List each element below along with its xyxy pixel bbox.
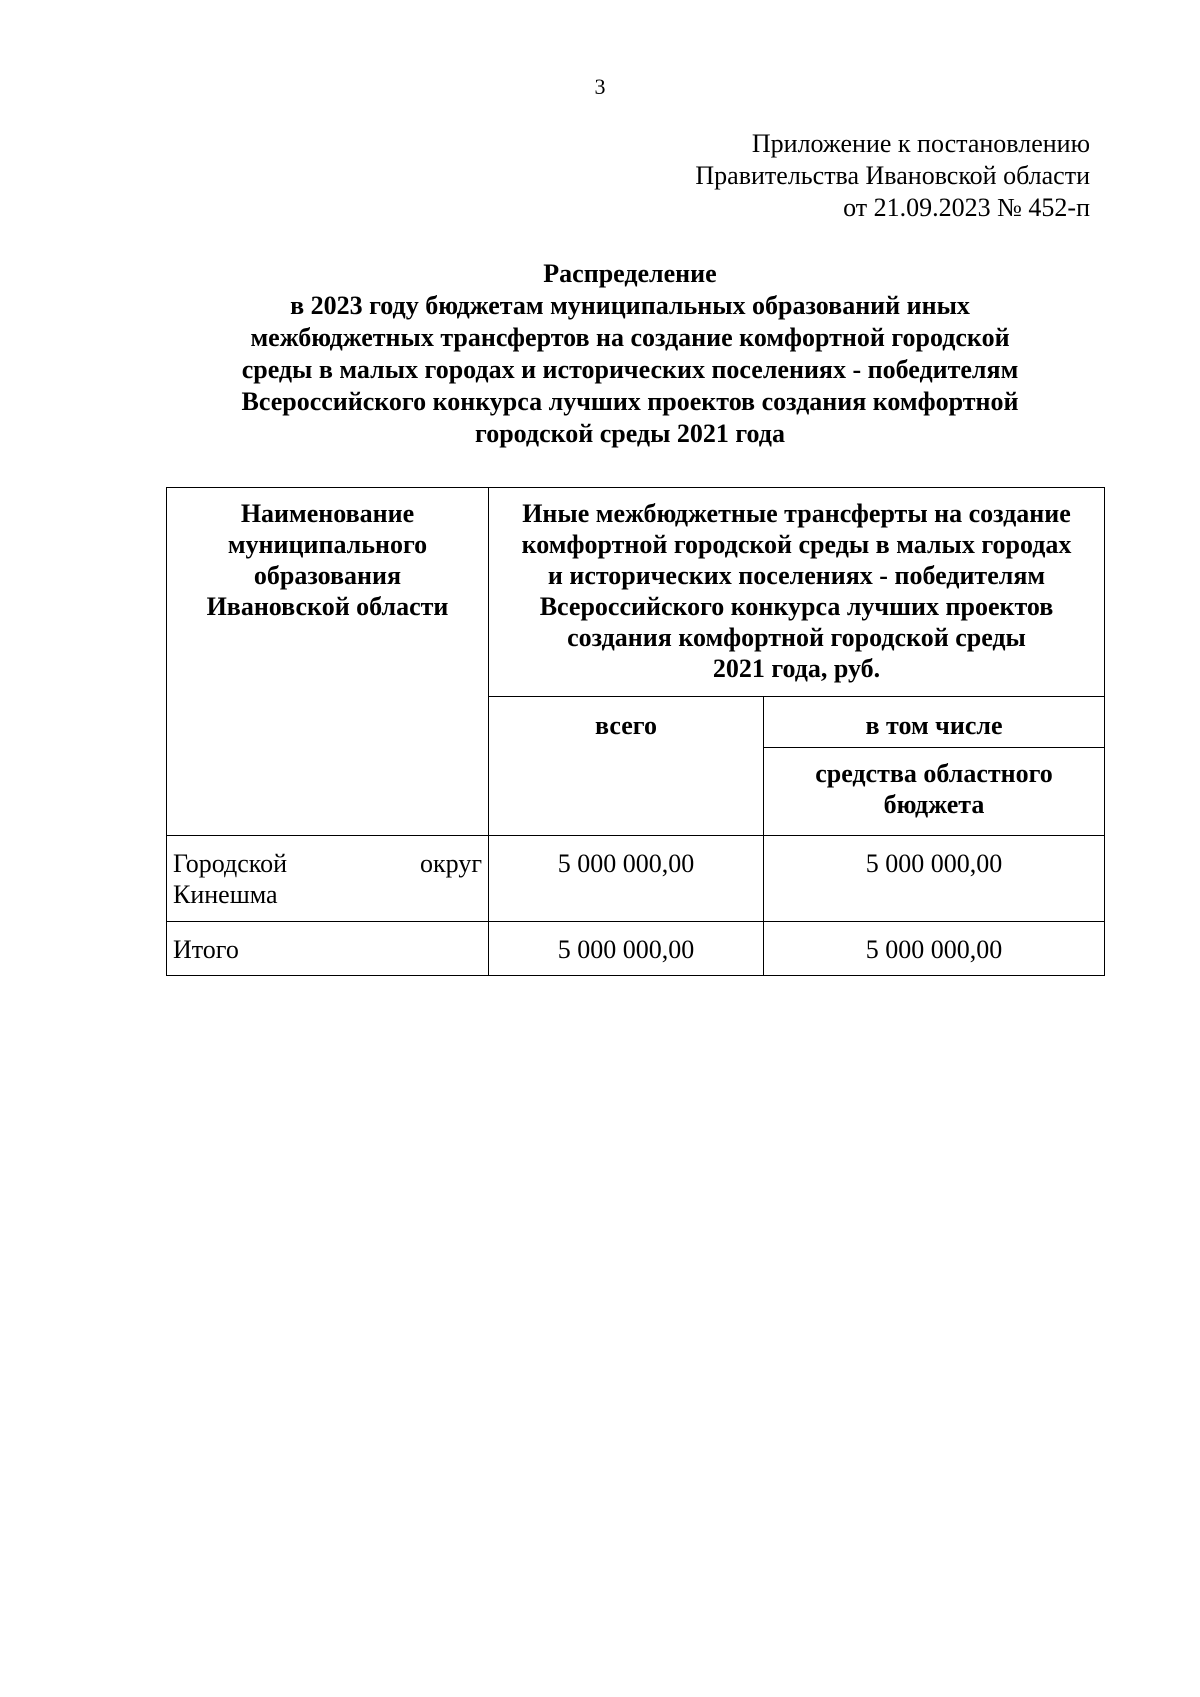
title-line: Всероссийского конкурса лучших проектов создания комфортной	[241, 387, 1019, 416]
document-title	[160, 258, 1100, 450]
regional-amount-cell: 5 000 000,00	[764, 836, 1105, 922]
total-label-cell: Итого	[167, 922, 489, 976]
header-transfers-group: Иные межбюджетные трансферты на создание комфортной городской среды в малых городах и исторических поселениях - победителям Всероссийского конкурса лучших проектов создания комфортной городской среды 2021 года, руб.	[489, 488, 1105, 697]
page-number: 3	[594, 74, 606, 99]
table-header-row	[167, 488, 1105, 697]
title-line: среды в малых городах и исторических поселениях - победителям	[241, 355, 1019, 384]
title-line: межбюджетных трансфертов на создание комфортной городской	[250, 323, 1010, 352]
grand-total-cell: 5 000 000,00	[489, 922, 764, 976]
table-row	[167, 836, 1105, 922]
title-line: в 2023 году бюджетам муниципальных образований иных	[290, 291, 970, 320]
appendix-reference	[695, 128, 1090, 224]
title-line: городской среды 2021 года	[475, 419, 785, 448]
allocation-table	[166, 487, 1105, 976]
header-municipality-name: Наименование муниципального образования Ивановской области	[167, 488, 489, 836]
title-line: Распределение	[543, 259, 717, 288]
municipality-name-cell: Городской округ Кинешма	[167, 836, 489, 922]
appendix-line: Приложение к постановлению	[751, 129, 1090, 158]
header-including: в том числе	[764, 697, 1105, 748]
header-total: всего	[489, 697, 764, 836]
appendix-line: Правительства Ивановской области	[695, 161, 1090, 190]
table-total-row	[167, 922, 1105, 976]
grand-regional-cell: 5 000 000,00	[764, 922, 1105, 976]
header-regional-budget: средства областного бюджета	[764, 748, 1105, 836]
total-amount-cell: 5 000 000,00	[489, 836, 764, 922]
appendix-line: от 21.09.2023 № 452-п	[843, 193, 1090, 222]
